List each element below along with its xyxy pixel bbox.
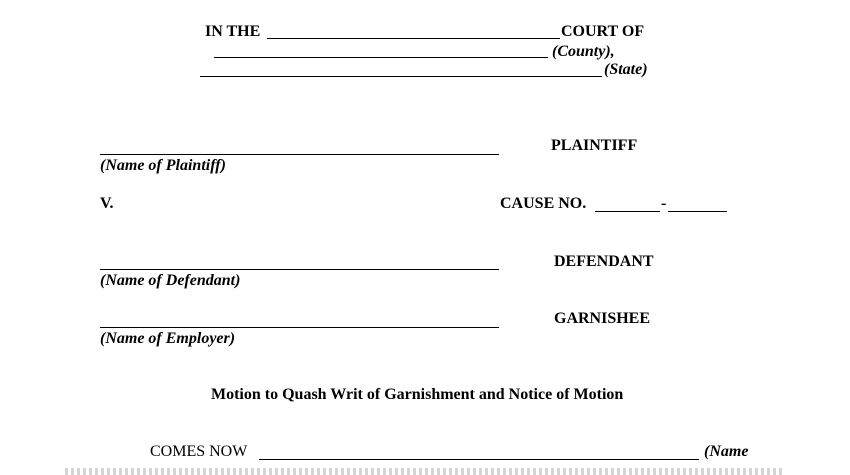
state-label: (State) xyxy=(604,61,648,78)
court-name-field[interactable] xyxy=(267,38,560,39)
defendant-caption: (Name of Defendant) xyxy=(100,272,241,289)
name-tail-label: (Name xyxy=(704,443,749,460)
plaintiff-name-field[interactable] xyxy=(100,154,499,155)
defendant-label: DEFENDANT xyxy=(554,253,654,270)
movant-name-field[interactable] xyxy=(259,459,699,460)
plaintiff-caption: (Name of Plaintiff) xyxy=(100,157,226,174)
cause-no-field-1[interactable] xyxy=(595,211,660,212)
next-line-fragment xyxy=(0,468,850,475)
cause-no-field-2[interactable] xyxy=(668,211,727,212)
garnishee-label: GARNISHEE xyxy=(554,310,651,327)
comes-now-label: COMES NOW xyxy=(150,443,248,460)
court-of-label: COURT OF xyxy=(561,23,645,40)
county-label: (County), xyxy=(552,43,615,60)
cause-no-label: CAUSE NO. xyxy=(500,195,587,212)
defendant-name-field[interactable] xyxy=(100,269,499,270)
county-field[interactable] xyxy=(214,57,548,58)
versus-label: V. xyxy=(100,195,114,212)
employer-name-field[interactable] xyxy=(100,327,499,328)
in-the-label: IN THE xyxy=(205,23,261,40)
plaintiff-label: PLAINTIFF xyxy=(551,137,638,154)
state-field[interactable] xyxy=(200,76,602,77)
cause-no-separator: - xyxy=(661,195,667,212)
motion-title: Motion to Quash Writ of Garnishment and Notice of Motion xyxy=(211,386,624,403)
employer-caption: (Name of Employer) xyxy=(100,330,236,347)
